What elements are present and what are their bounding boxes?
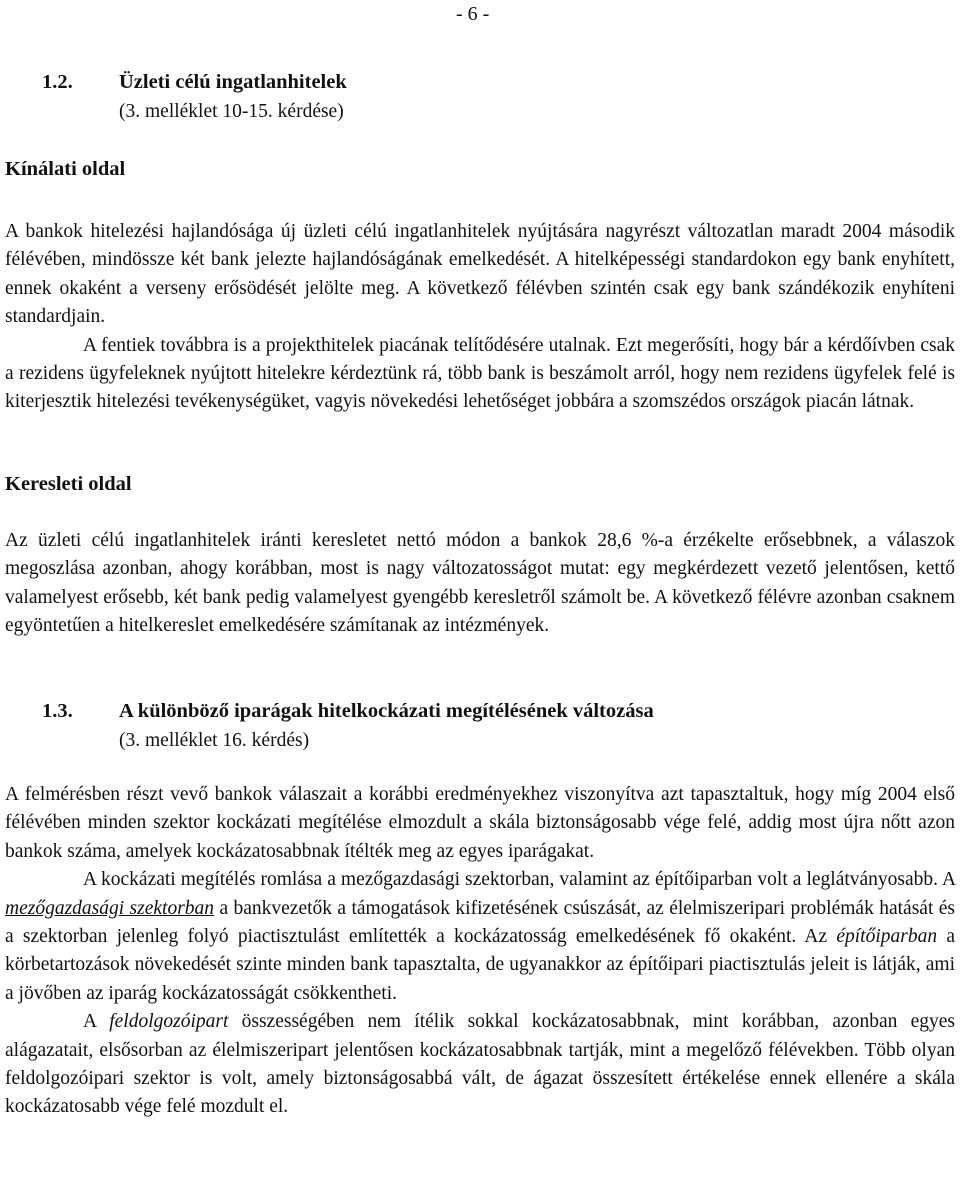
- risk-p2-part-a: A kockázati megítélés romlása a mezőgazdasági szektorban, valamint az építőiparban volt a leglátványosabb. A: [83, 869, 955, 891]
- risk-p2-part-b: a bankvezetők a támogatások kifizetésének csúszását, az élelmiszeripari problémák hatását és a szektorban jelenleg folyó piactisztulást említették a kockázatosság emelkedésének fő okaként. Az: [5, 897, 955, 948]
- section-1-2-subtitle: (3. melléklet 10-15. kérdése): [119, 101, 344, 122]
- risk-text: [5, 781, 955, 1122]
- risk-paragraph-3: [5, 1008, 955, 1122]
- construction-term: építőiparban: [836, 926, 938, 948]
- section-1-3-subtitle: (3. melléklet 16. kérdés): [119, 730, 310, 751]
- supply-paragraph-2: A fentiek továbbra is a projekthitelek piacának telítődésére utalnak. Ezt megerősíti, hogy bár a kérdőívben csak a rezidens ügyfeleknek nyújtott hitelekre kérdeztünk rá, több bank is beszámolt arról, hogy nem rezidens ügyfelek felé is kiterjesztik hitelezési tevékenységüket, vagyis növekedési lehetőséget jobbára a szomszédos országok piacán látnak.: [5, 334, 955, 413]
- risk-paragraph-1: A felmérésben részt vevő bankok válaszait a korábbi eredményekhez viszonyítva azt tapasztaltuk, hogy míg 2004 első félévében minden szektor kockázati megítélése elmozdult a skála biztonságosabb vége felé, addig most újra nőtt azon bankok száma, amelyek kockázatosabbnak ítélték meg az egyes iparágakat.: [5, 784, 955, 862]
- demand-heading: Keresleti oldal: [5, 473, 132, 495]
- section-1-3-title: A különböző iparágak hitelkockázati megítélésének változása: [119, 700, 654, 722]
- supply-heading: Kínálati oldal: [5, 158, 126, 180]
- risk-p3-part-b: összességében nem ítélik sokkal kockázatosabbnak, mint korábban, azonban egyes alágazatait, elsősorban az élelmiszeripart jelentősen kockázatosabbnak tartják, mint a megelőző félévekben. Több olyan feldolgozóipari szektor is volt, amely biztonságosabbá vált, de ágazat összesített értékelése ennek ellenére a skála kockázatosabb vége felé mozdult el.: [5, 1011, 955, 1118]
- page-number: - 6 -: [456, 3, 490, 25]
- risk-p2-part-c: a körbetartozások növekedését szinte minden bank tapasztalta, de ugyanakkor az építőipari piactisztulás jeleit is látják, ami a jövőben az iparág kockázatosságát csökkentheti.: [5, 926, 955, 1004]
- supply-paragraph-1: A bankok hitelezési hajlandósága új üzleti célú ingatlanhitelek nyújtására nagyrészt változatlan maradt 2004 második félévében, mindössze két bank jelezte hajlandóságának emelkedését. A hitelképességi standardokon egy bank enyhített, ennek okaként a verseny erősödését jelölte meg. A következő félévben szintén csak egy bank szándékozik enyhíteni standardjain.: [5, 221, 955, 328]
- supply-text: [5, 218, 955, 417]
- demand-text: [5, 527, 955, 641]
- section-1-3-number: 1.3.: [42, 700, 73, 722]
- agriculture-term: mezőgazdasági szektorban: [5, 897, 215, 919]
- demand-paragraph-1: Az üzleti célú ingatlanhitelek iránti keresletet nettó módon a bankok 28,6 %-a érzékelte erősebbnek, a válaszok megoszlása azonban, ahogy korábban, most is nagy változatosságot mutat: egy megkérdezett vezető jelentősen, kettő valamelyest erősebb, két bank pedig valamelyest gyengébb keresletről számolt be. A következő félévre azonban csaknem egyöntetűen a hitelkereslet emelkedésére számítanak az intézmények.: [5, 530, 955, 637]
- section-1-2-title: Üzleti célú ingatlanhitelek: [119, 71, 347, 93]
- section-1-2-number: 1.2.: [42, 71, 73, 93]
- manufacturing-term: feldolgozóipart: [109, 1011, 229, 1033]
- risk-paragraph-2: [5, 866, 955, 1008]
- risk-p3-part-a: A: [83, 1011, 110, 1033]
